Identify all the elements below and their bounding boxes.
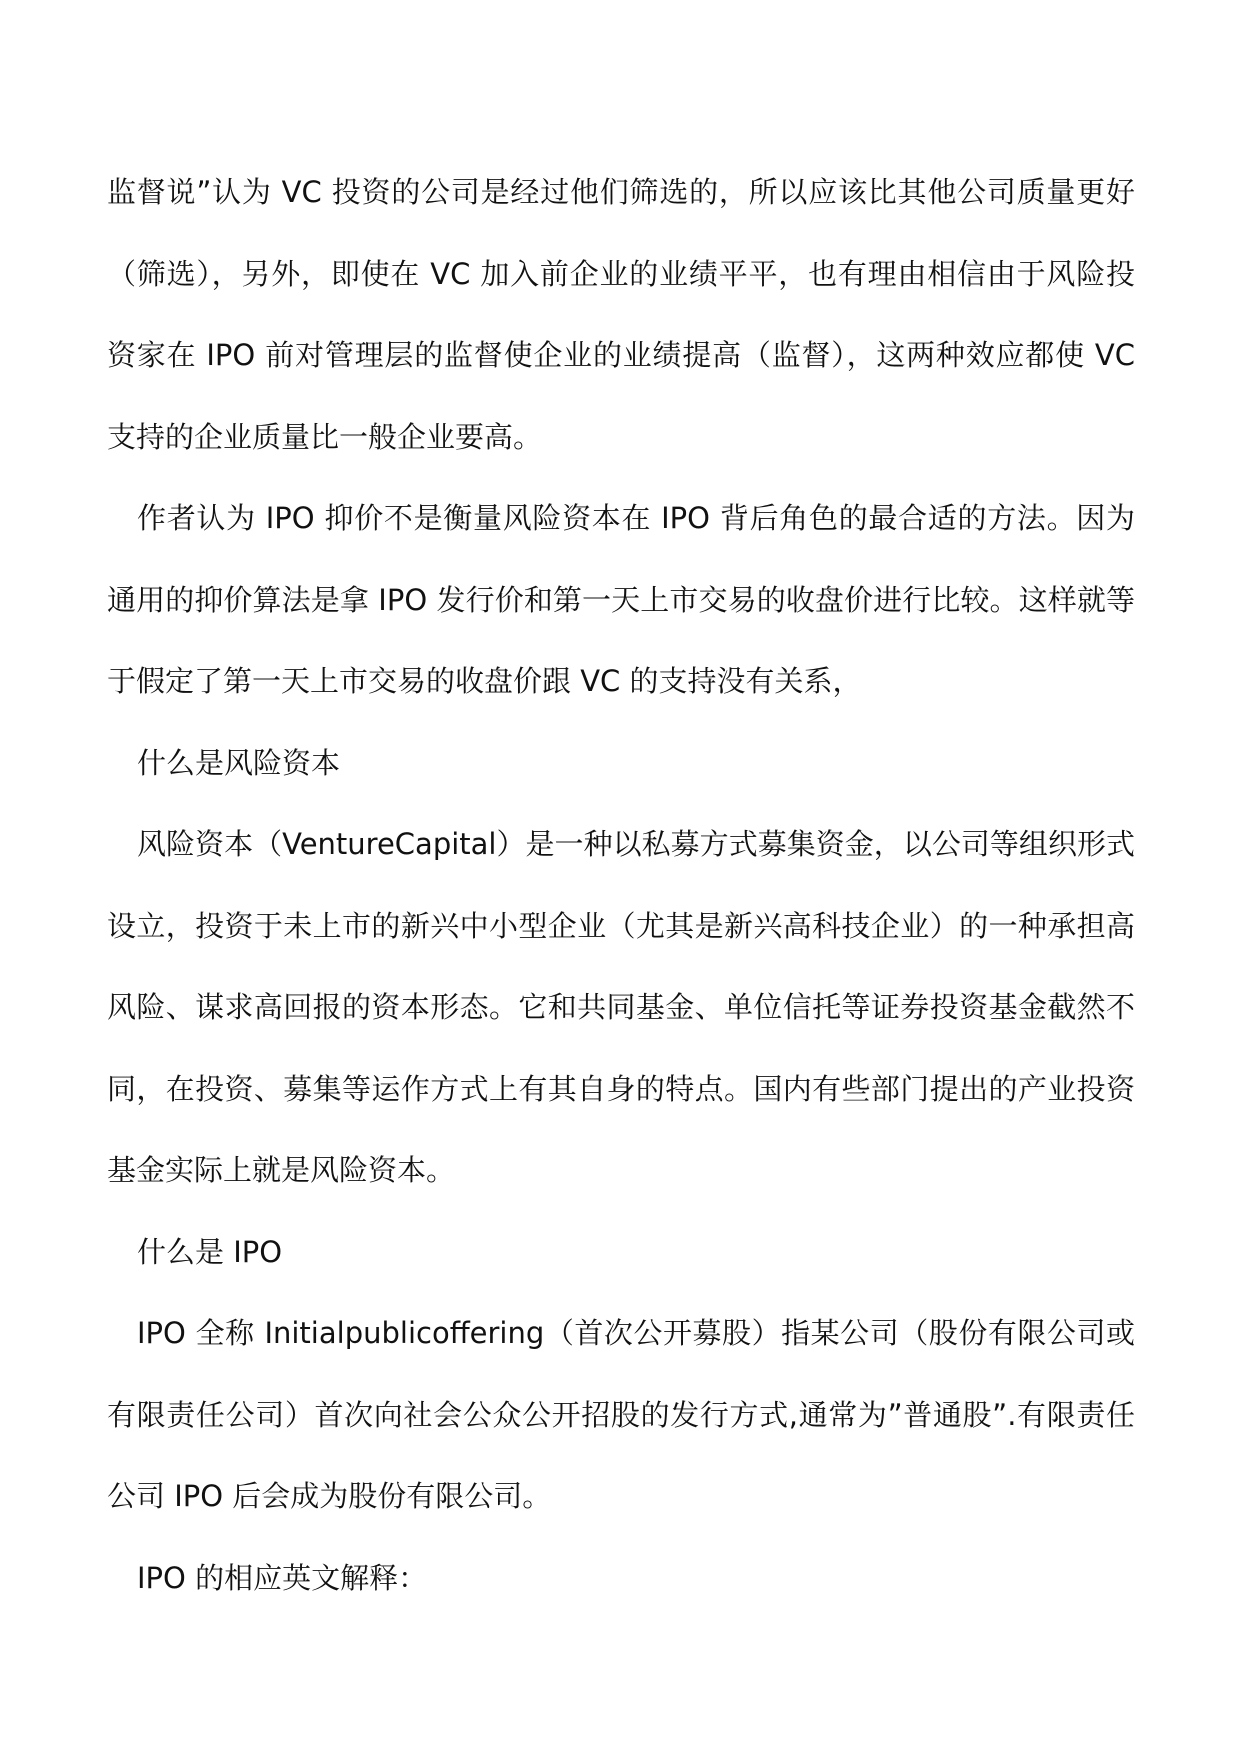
paragraph-ipo-underpricing: 作者认为 IPO 抑价不是衡量风险资本在 IPO 背后角色的最合适的方法。因为通用的抑价算法是拿 IPO 发行价和第一天上市交易的收盘价进行比较。这样就等于假定了第一天上市交易的收盘价跟 VC 的支持没有关系， bbox=[107, 501, 1135, 698]
paragraph-vc-monitoring: 监督说”认为 VC 投资的公司是经过他们筛选的，所以应该比其他公司质量更好（筛选），另外，即使在 VC 加入前企业的业绩平平，也有理由相信由于风险投资家在 IPO 前对管理层的监督使企业的业绩提高（监督），这两种效应都使 VC 支持的企业质量比一般企业要高。 bbox=[107, 175, 1135, 454]
paragraph-ipo-definition: IPO 全称 Initialpublicoffering（首次公开募股）指某公司（股份有限公司或有限责任公司）首次向社会公众公开招股的发行方式,通常为”普通股”.有限责任公司 IPO 后会成为股份有限公司。 bbox=[107, 1316, 1135, 1513]
document-body bbox=[107, 152, 1135, 1619]
heading-what-is-venture-capital: 什么是风险资本 bbox=[137, 745, 341, 780]
heading-ipo-english-explanation: IPO 的相应英文解释： bbox=[137, 1560, 428, 1595]
heading-what-is-ipo: 什么是 IPO bbox=[137, 1234, 283, 1269]
paragraph-venture-capital-definition: 风险资本（VentureCapital）是一种以私募方式募集资金，以公司等组织形式设立，投资于未上市的新兴中小型企业（尤其是新兴高科技企业）的一种承担高风险、谋求高回报的资本形态。它和共同基金、单位信托等证券投资基金截然不同，在投资、募集等运作方式上有其自身的特点。国内有些部门提出的产业投资基金实际上就是风险资本。 bbox=[107, 827, 1135, 1187]
